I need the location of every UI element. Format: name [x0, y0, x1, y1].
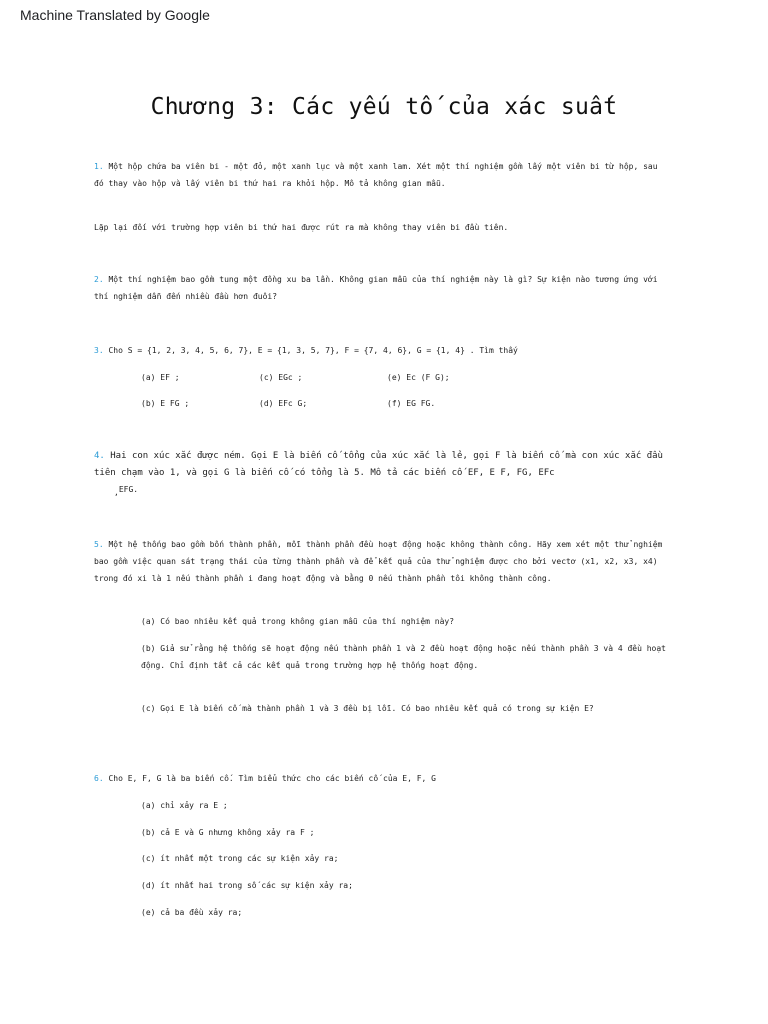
problem-1-line-2: đó thay vào hộp và lấy viên bi thứ hai ra khỏi hộp. Mô tả không gian mẫu. [94, 179, 446, 188]
problem-6-item-b: (b) cả E và G nhưng không xảy ra F ; [141, 828, 315, 837]
problem-5-item-b-line-2: động. Chỉ định tất cả các kết quả trong trường hợp hệ thống hoạt động. [141, 661, 479, 670]
problem-1-number: 1. [94, 162, 104, 171]
problem-6-line-1 [94, 773, 436, 785]
problem-4-line-3: ,EFG. [114, 485, 139, 497]
problem-6-text-1: Cho E, F, G là ba biến cố. Tìm biểu thức cho các biến cố của E, F, G [108, 774, 436, 783]
problem-2-number: 2. [94, 275, 104, 284]
problem-4-text-1: Hai con xúc xắc được ném. Gọi E là biến cố tổng của xúc xắc là lẻ, gọi F là biến cố mà con xúc xắc đầu [110, 451, 663, 461]
page-title: Chương 3: Các yếu tố của xác suất [150, 94, 618, 120]
problem-4-line-2: tiên chạm vào 1, và gọi G là biến cố có tổng là 5. Mô tả các biến cố EF, E F, FG, EFc [94, 468, 555, 478]
problem-6-item-d: (d) ít nhất hai trong số các sự kiện xảy ra; [141, 881, 353, 890]
problem-6-item-a: (a) chỉ xảy ra E ; [141, 801, 228, 810]
problem-1-line-3: Lặp lại đối với trường hợp viên bi thứ hai được rút ra mà không thay viên bi đầu tiên. [94, 223, 509, 232]
problem-3-item-d: (d) EFc G; [259, 399, 308, 408]
problem-3-item-f: (f) EG FG. [387, 399, 436, 408]
problem-5-item-a: (a) Có bao nhiêu kết quả trong không gian mẫu của thí nghiệm này? [141, 617, 455, 626]
problem-2-line-2: thí nghiệm dẫn đến nhiều đầu hơn đuôi? [94, 292, 278, 301]
problem-5-line-3: trong đó xi là 1 nếu thành phần i đang hoạt động và bằng 0 nếu thành phần tôi không thành công. [94, 574, 552, 583]
problem-5-item-b-line-1: (b) Giả sử rằng hệ thống sẽ hoạt động nếu thành phần 1 và 2 đều hoạt động hoặc nếu thành phần 3 và 4 đều hoạt [141, 644, 666, 653]
problem-2-line-1 [94, 274, 658, 286]
problem-3-number: 3. [94, 346, 104, 355]
problem-6-number: 6. [94, 774, 104, 783]
problem-3-line-1 [94, 345, 518, 357]
problem-6-item-c: (c) ít nhất một trong các sự kiện xảy ra; [141, 854, 339, 863]
problem-3-text-1: Cho S = {1, 2, 3, 4, 5, 6, 7}, E = {1, 3, 5, 7}, F = {7, 4, 6}, G = {1, 4} . Tìm thấy [108, 346, 518, 355]
problem-4-number: 4. [94, 451, 105, 461]
problem-5-line-1 [94, 539, 662, 551]
problem-4-text-3: EFG. [118, 485, 139, 494]
problem-1-line-1 [94, 161, 658, 173]
problem-5-line-2: bao gồm việc quan sát trạng thái của từng thành phần và để kết quả của thử nghiệm được cho bởi vectơ (x1, x2, x3, x4) [94, 557, 658, 566]
problem-3-item-b: (b) E FG ; [141, 399, 190, 408]
problem-1-text-1: Một hộp chứa ba viên bi - một đỏ, một xanh lục và một xanh lam. Xét một thí nghiệm gồm lấy một viên bi từ hộp, sau [108, 162, 658, 171]
problem-3-item-a: (a) EF ; [141, 373, 180, 382]
problem-5-text-1: Một hệ thống bao gồm bốn thành phần, mỗi thành phần đều hoạt động hoặc không thành công. Hãy xem xét một thử nghiệm [108, 540, 663, 549]
problem-5-item-c: (c) Gọi E là biến cố mà thành phần 1 và 3 đều bị lỗi. Có bao nhiêu kết quả có trong sự kiện E? [141, 704, 594, 713]
problem-5-number: 5. [94, 540, 104, 549]
problem-3-item-c: (c) EGc ; [259, 373, 303, 382]
problem-6-item-e: (e) cả ba đều xảy ra; [141, 908, 243, 917]
problem-2-text-1: Một thí nghiệm bao gồm tung một đồng xu ba lần. Không gian mẫu của thí nghiệm này là gì? Sự kiện nào tương ứng với [108, 275, 658, 284]
problem-3-item-e: (e) Ec (F G); [387, 373, 450, 382]
problem-4-line-1 [94, 450, 663, 462]
machine-translation-banner: Machine Translated by Google [20, 7, 210, 23]
